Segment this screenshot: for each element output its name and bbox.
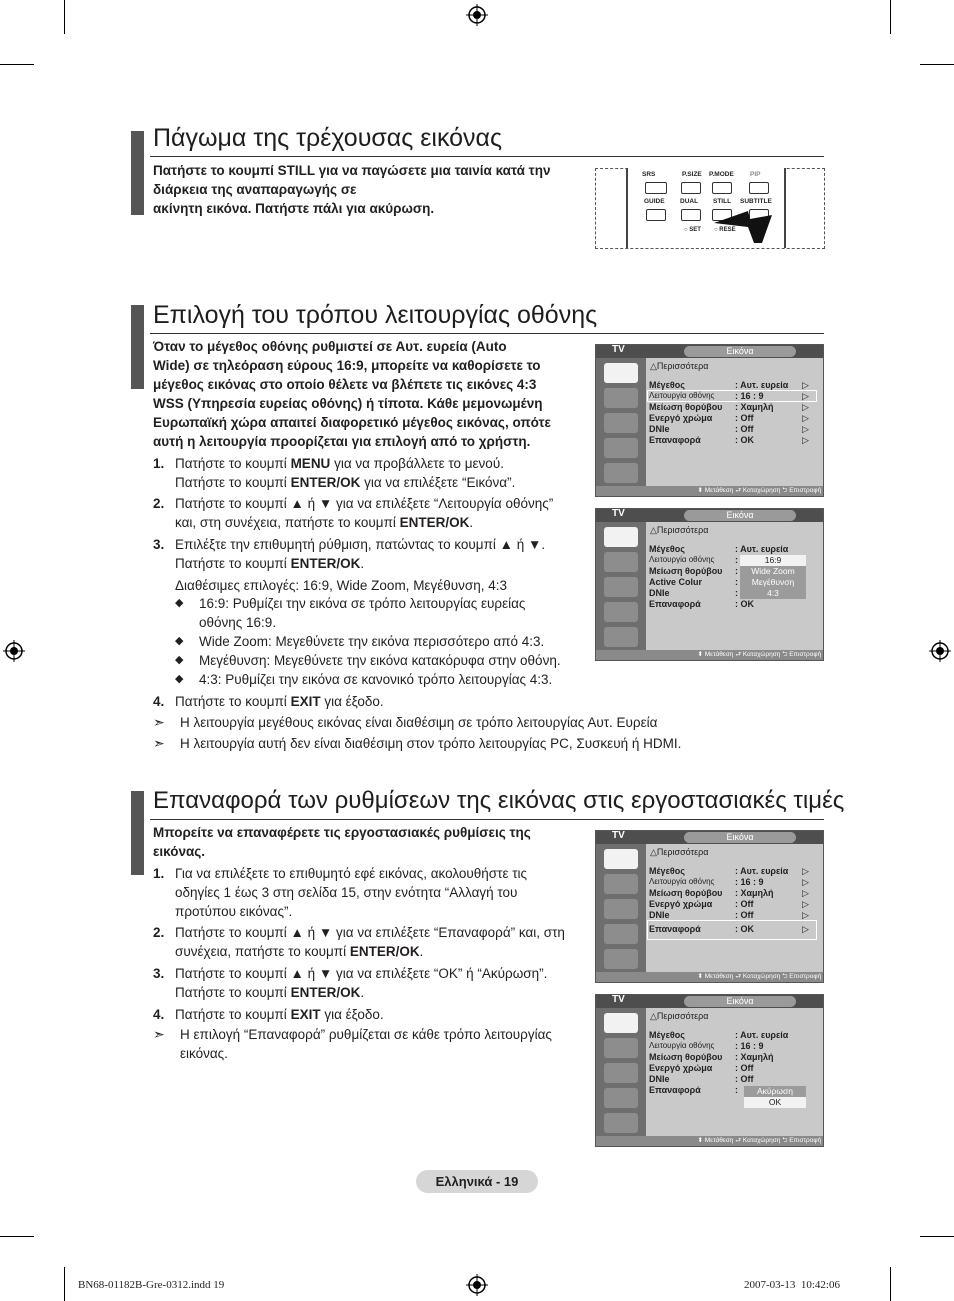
pointer-arrow-icon [714, 207, 774, 243]
option-16-9[interactable]: 16:9 [740, 555, 806, 566]
step-text-part: για να προβάλλετε το μενού. [330, 456, 504, 471]
step-text [175, 535, 545, 573]
step-text-part: Πατήστε το κουμπί ▲ ή ▼ για να επιλέξετε “Επαναφορά” και, στη [175, 925, 565, 940]
pip-label: PIP [750, 171, 761, 178]
button-name: ENTER/OK [399, 515, 470, 530]
set-text: SET [689, 227, 701, 233]
bullet-icon: ◆ [175, 673, 184, 685]
row-label: Μέγεθος [649, 380, 685, 390]
step-text-part: για έξοδο. [320, 694, 384, 709]
srs-label: SRS [642, 171, 656, 178]
row-value: : OK [735, 924, 754, 934]
osd-header [596, 345, 823, 358]
note-arrow-icon: ➣ [153, 1026, 165, 1042]
row-value: : Off [735, 1063, 754, 1073]
option-wide-zoom[interactable]: Wide Zoom [751, 566, 795, 576]
intro-reset [153, 823, 531, 861]
intro-still [153, 161, 550, 218]
channel-icon[interactable] [604, 899, 638, 919]
arrow-right-icon: ▷ [802, 924, 809, 934]
row-label: Ενεργό χρώμα [649, 1063, 713, 1073]
osd-footer-text: ⬍ Μετάθεση ⮐ Καταχώρηση ⮌ Επιστροφή [697, 1137, 822, 1144]
step-text-part: Πατήστε το κουμπί [175, 475, 291, 490]
crop-mark [890, 0, 891, 34]
step-text-part: Για να επιλέξετε το επιθυμητό εφέ εικόνας, ακολουθήστε τις [175, 866, 528, 881]
step-3 [153, 535, 593, 575]
osd-footer-text: ⬍ Μετάθεση ⮐ Καταχώρηση ⮌ Επιστροφή [697, 651, 822, 658]
row-label: Μείωση θορύβου [649, 1052, 723, 1062]
section-bar [131, 791, 144, 875]
guide-label: GUIDE [644, 198, 665, 205]
crop-mark [0, 64, 34, 65]
row-value: : [735, 566, 738, 576]
more-label: △Περισσότερα [650, 361, 709, 371]
intro-line: Πατήστε το κουμπί STILL για να παγώσετε μια ταινία κατά την [153, 163, 551, 178]
note-text: Η λειτουργία αυτή δεν είναι διαθέσιμη στον τρόπο λειτουργίας PC, Συσκευή ή HDMI. [180, 736, 682, 751]
osd-content [646, 522, 823, 650]
step-text-part: Πατήστε το κουμπί ▲ ή ▼ για να επιλέξετε “OK” ή “Ακύρωση”. [175, 966, 548, 981]
step-text-part: . [469, 515, 474, 530]
row-value: : Off [735, 1074, 754, 1084]
bullet-item [175, 594, 595, 632]
crop-mark [920, 64, 954, 65]
print-file-info: BN68-01182B-Gre-0312.indd 19 [78, 1279, 225, 1291]
option-ok[interactable]: OK [744, 1097, 806, 1108]
reset-dropdown[interactable] [744, 1086, 806, 1108]
sound-icon[interactable] [604, 1038, 638, 1058]
section-title-screen-mode: Επιλογή του τρόπου λειτουργίας οθόνης [153, 301, 598, 329]
page-number-badge: Ελληνικά - 19 [416, 1170, 538, 1193]
osd-content [646, 358, 823, 486]
more-label: △Περισσότερα [650, 525, 709, 535]
osd-header [596, 509, 823, 522]
intro-line: WSS (Υπηρεσία ευρείας οθόνης) ή τίποτα. Κάθε μεμονωμένη [153, 396, 543, 411]
row-value: : 16 : 9 [735, 1041, 764, 1051]
osd-menu-screen-mode-options [595, 508, 824, 661]
osd-menu-screen-mode [595, 344, 824, 497]
bullet-text: οθόνης 16:9. [199, 615, 277, 630]
row-value: : Αυτ. ευρεία [735, 866, 789, 876]
more-label: △Περισσότερα [650, 1011, 709, 1021]
bullet-text: Wide Zoom: Μεγεθύνετε την εικόνα περισσότερο από 4:3. [199, 634, 545, 649]
bullet-item [175, 651, 595, 670]
guide-button[interactable] [646, 209, 666, 221]
row-label: Λειτουργία οθόνης [649, 555, 715, 564]
row-value: : [735, 588, 738, 598]
section-title-still: Πάγωμα της τρέχουσας εικόνας [153, 124, 503, 152]
crop-mark [920, 1236, 954, 1237]
step-text-part: . [419, 944, 424, 959]
bullet-item [175, 632, 595, 651]
row-value: : [735, 555, 738, 565]
set-label: ○ SET [684, 227, 701, 233]
intro-line: Wide) σε τηλεόραση εύρους 16:9, μπορείτε να καθορίσετε το [153, 358, 541, 373]
dual-button[interactable] [681, 209, 701, 221]
tab-picture[interactable]: Εικόνα [684, 832, 796, 843]
step-1 [153, 454, 593, 494]
osd-footer-text: ⬍ Μετάθεση ⮐ Καταχώρηση ⮌ Επιστροφή [697, 487, 822, 494]
pip-button[interactable] [749, 182, 769, 194]
osd-footer [596, 1136, 823, 1146]
step-text-part: Πατήστε το κουμπί [175, 456, 291, 471]
still-label: STILL [713, 198, 732, 205]
osd-footer-text: ⬍ Μετάθεση ⮐ Καταχώρηση ⮌ Επιστροφή [697, 973, 822, 980]
note-item [153, 1025, 593, 1065]
channel-icon[interactable] [604, 1063, 638, 1083]
bullet-text: Μεγέθυνση: Μεγεθύνετε την εικόνα κατακόρυφα στην οθόνη. [199, 653, 561, 668]
step-text-part: Επιλέξτε την επιθυμητή ρύθμιση, πατώντας το κουμπί ▲ ή ▼. [175, 537, 546, 552]
intro-line: εικόνας. [153, 844, 206, 859]
step-2 [153, 494, 593, 534]
reset-text: RESE [719, 227, 736, 233]
step-text-part: . [360, 985, 365, 1000]
option-zoom[interactable]: Μεγέθυνση [751, 577, 795, 587]
arrow-right-icon: ▷ [802, 888, 809, 898]
bullet-icon: ◆ [175, 635, 184, 647]
step-text-part: οδηγίες 1 έως 3 στη σελίδα 15, στην ενότητα “Αλλαγή του [175, 885, 518, 900]
step-text-part: Πατήστε το κουμπί [175, 694, 291, 709]
row-value: : Χαμηλή [735, 888, 774, 898]
step-text-part: και, στη συνέχεια, πατήστε το κουμπί [175, 515, 400, 530]
section-rule [150, 819, 824, 820]
bullet-text: 16:9: Ρυθμίζει την εικόνα σε τρόπο λειτουργίας ευρείας [199, 596, 526, 611]
intro-line: αυτή η λειτουργία προορίζεται για επιλογή από το χρήστη. [153, 434, 531, 449]
arrow-right-icon: ▷ [802, 910, 809, 920]
step-text-part: για έξοδο. [320, 1007, 384, 1022]
step-number: 2. [153, 925, 165, 940]
row-label: Μείωση θορύβου [649, 566, 723, 576]
row-label: Λειτουργία οθόνης [649, 1041, 715, 1050]
tv-label: TV [612, 830, 625, 841]
step-text-part: για να επιλέξετε “Εικόνα”. [360, 475, 516, 490]
available-options: Διαθέσιμες επιλογές: 16:9, Wide Zoom, Μεγέθυνση, 4:3 [175, 578, 507, 593]
row-label: Επαναφορά [649, 924, 701, 934]
channel-icon[interactable] [604, 577, 638, 597]
osd-sidebar [596, 358, 646, 486]
sound-icon[interactable] [604, 552, 638, 572]
step-text-part: . [360, 556, 365, 571]
setup-icon[interactable] [604, 924, 638, 944]
row-value: : Off [735, 413, 754, 423]
arrow-right-icon: ▷ [802, 402, 809, 412]
crop-mark [890, 1267, 891, 1301]
row-label: Μέγεθος [649, 1030, 685, 1040]
button-name: ENTER/OK [349, 944, 420, 959]
osd-header [596, 995, 823, 1008]
step-4 [153, 692, 593, 712]
osd-sidebar [596, 844, 646, 972]
sound-icon[interactable] [604, 388, 638, 408]
note-arrow-icon: ➣ [153, 714, 165, 730]
option-cancel[interactable]: Ακύρωση [756, 1086, 793, 1096]
intro-line: Ευρωπαϊκή χώρα απαιτεί διαφορετικό μέγεθος εικόνας, οπότε [153, 415, 551, 430]
row-value: : Αυτ. ευρεία [735, 544, 789, 554]
bullet-item [175, 670, 595, 689]
step-number: 4. [153, 694, 165, 709]
step-text-part: Πατήστε το κουμπί ▲ ή ▼ για να επιλέξετε “Λειτουργία οθόνης” [175, 496, 554, 511]
row-label: Επαναφορά [649, 599, 701, 609]
sound-icon[interactable] [604, 874, 638, 894]
step-number: 1. [153, 456, 165, 471]
registration-mark-icon [929, 640, 951, 662]
row-value: : Αυτ. ευρεία [735, 1030, 789, 1040]
intro-line: Όταν το μέγεθος οθόνης ρυθμιστεί σε Αυτ. ευρεία (Auto [153, 339, 507, 354]
row-value: : OK [735, 599, 754, 609]
psize-button[interactable] [681, 182, 701, 194]
screen-mode-dropdown[interactable] [740, 555, 806, 599]
crop-mark [0, 1236, 34, 1237]
arrow-right-icon: ▷ [802, 391, 809, 401]
note-arrow-icon: ➣ [153, 735, 165, 751]
row-label: Επαναφορά [649, 1085, 701, 1095]
step-text-part: προτύπου εικόνας”. [175, 904, 293, 919]
row-label: Λειτουργία οθόνης [649, 877, 715, 886]
bullet-icon: ◆ [175, 654, 184, 666]
input-icon[interactable] [604, 949, 638, 969]
row-value: : [735, 1085, 738, 1095]
step-3 [153, 964, 593, 1004]
button-name: MENU [290, 456, 331, 471]
registration-mark-icon [3, 640, 25, 662]
row-value: : Off [735, 899, 754, 909]
pmode-button[interactable] [712, 182, 732, 194]
row-value: : OK [735, 435, 754, 445]
step-text-part: Πατήστε το κουμπί [175, 1007, 291, 1022]
setup-icon[interactable] [604, 602, 638, 622]
picture-icon[interactable] [604, 1013, 638, 1033]
picture-icon[interactable] [604, 363, 638, 383]
intro-screen-mode [153, 337, 551, 451]
section-title-reset: Επαναφορά των ρυθμίσεων της εικόνας στις εργοστασιακές τιμές [153, 787, 845, 814]
picture-icon[interactable] [604, 849, 638, 869]
row-value: : Off [735, 910, 754, 920]
step-1 [153, 864, 593, 922]
tab-picture[interactable]: Εικόνα [684, 996, 796, 1007]
section-bar [131, 131, 144, 215]
step-text-part: συνέχεια, πατήστε το κουμπί [175, 944, 350, 959]
subtitle-label: SUBTITLE [740, 198, 772, 205]
more-label: △Περισσότερα [650, 847, 709, 857]
picture-icon[interactable] [604, 527, 638, 547]
row-value: : Αυτ. ευρεία [735, 380, 789, 390]
row-label: DNIe [649, 588, 670, 598]
intro-line: Μπορείτε να επαναφέρετε τις εργοστασιακές ρυθμίσεις της [153, 825, 531, 840]
arrow-right-icon: ▷ [802, 899, 809, 909]
step-number: 4. [153, 1007, 165, 1022]
step-text-part: Πατήστε το κουμπί [175, 985, 291, 1000]
reset-label: ○ RESE [714, 227, 736, 233]
button-name: ENTER/OK [290, 556, 361, 571]
pmode-label: P.MODE [709, 171, 734, 178]
dual-label: DUAL [680, 198, 699, 205]
step-2 [153, 923, 593, 963]
row-label: Μείωση θορύβου [649, 888, 723, 898]
section-rule [150, 156, 824, 157]
step-text [175, 454, 515, 492]
psize-label: P.SIZE [682, 171, 702, 178]
step-text-part: Πατήστε το κουμπί [175, 556, 291, 571]
row-label: Μέγεθος [649, 866, 685, 876]
row-label: Λειτουργία οθόνης [649, 391, 715, 400]
section-rule [150, 333, 824, 334]
crop-mark [64, 1267, 65, 1301]
osd-menu-reset [595, 830, 824, 983]
remote-illustration [595, 168, 825, 249]
step-text [175, 494, 553, 532]
row-label: Ενεργό χρώμα [649, 413, 713, 423]
arrow-right-icon: ▷ [802, 380, 809, 390]
input-icon[interactable] [604, 1113, 638, 1133]
section-bar [131, 305, 144, 389]
arrow-right-icon: ▷ [802, 877, 809, 887]
arrow-right-icon: ▷ [802, 866, 809, 876]
note-item [153, 734, 833, 754]
row-label: DNIe [649, 910, 670, 920]
input-icon[interactable] [604, 463, 638, 483]
tab-picture[interactable]: Εικόνα [684, 346, 796, 357]
crop-mark [64, 0, 65, 34]
osd-content [646, 844, 823, 972]
tv-label: TV [612, 994, 625, 1005]
button-name: ENTER/OK [290, 985, 361, 1000]
tv-label: TV [612, 344, 625, 355]
row-label: DNIe [649, 424, 670, 434]
row-label: Μέγεθος [649, 544, 685, 554]
input-icon[interactable] [604, 627, 638, 647]
note-text: Η επιλογή “Επαναφορά” ρυθμίζεται σε κάθε τρόπο λειτουργίας [180, 1027, 552, 1042]
arrow-right-icon: ▷ [802, 413, 809, 423]
row-value: : 16 : 9 [735, 877, 764, 887]
bullet-text: 4:3: Ρυθμίζει την εικόνα σε κανονικό τρόπο λειτουργίας 4:3. [199, 672, 553, 687]
osd-sidebar [596, 522, 646, 650]
row-label: Active Colur [649, 577, 703, 587]
osd-footer [596, 486, 823, 496]
intro-line: μέγεθος εικόνας στο οποίο θέλετε να βλέπετε τις εικόνες 4:3 [153, 377, 537, 392]
step-number: 2. [153, 496, 165, 511]
row-value: : 16 : 9 [735, 391, 764, 401]
osd-footer [596, 650, 823, 660]
row-value: : Off [735, 424, 754, 434]
bullet-icon: ◆ [175, 597, 184, 609]
row-label: Ενεργό χρώμα [649, 899, 713, 909]
arrow-right-icon: ▷ [802, 424, 809, 434]
channel-icon[interactable] [604, 413, 638, 433]
option-4-3[interactable]: 4:3 [767, 588, 779, 598]
row-value: : Χαμηλή [735, 402, 774, 412]
intro-line: ακίνητη εικόνα. Πατήστε πάλι για ακύρωση. [153, 201, 435, 216]
tab-picture[interactable]: Εικόνα [684, 510, 796, 521]
print-date-info: 2007-03-13 ︎︎ 10:42:06 [744, 1279, 840, 1291]
note-item [153, 713, 833, 733]
button-name: ENTER/OK [290, 475, 361, 490]
button-name: EXIT [290, 1007, 321, 1022]
setup-icon[interactable] [604, 1088, 638, 1108]
row-label: Μείωση θορύβου [649, 402, 723, 412]
osd-menu-reset-options [595, 994, 824, 1147]
arrow-right-icon: ▷ [802, 435, 809, 445]
registration-mark-icon [466, 4, 488, 26]
row-label: Επαναφορά [649, 435, 701, 445]
button-name: EXIT [290, 694, 321, 709]
osd-header [596, 831, 823, 844]
step-number: 3. [153, 966, 165, 981]
setup-icon[interactable] [604, 438, 638, 458]
step-4 [153, 1005, 593, 1025]
row-value: : Χαμηλή [735, 1052, 774, 1062]
row-label: DNIe [649, 1074, 670, 1084]
step-number: 3. [153, 537, 165, 552]
registration-mark-icon [466, 1274, 488, 1296]
step-number: 1. [153, 866, 165, 881]
osd-sidebar [596, 1008, 646, 1136]
note-text: Η λειτουργία μεγέθους εικόνας είναι διαθέσιμη σε τρόπο λειτουργίας Αυτ. Ευρεία [180, 715, 658, 730]
tv-label: TV [612, 508, 625, 519]
srs-button[interactable] [645, 182, 667, 194]
note-text: εικόνας. [180, 1046, 228, 1061]
intro-line: διάρκεια της αναπαραγωγής σε [153, 182, 357, 197]
osd-content [646, 1008, 823, 1136]
osd-footer [596, 972, 823, 982]
row-value: : [735, 577, 738, 587]
